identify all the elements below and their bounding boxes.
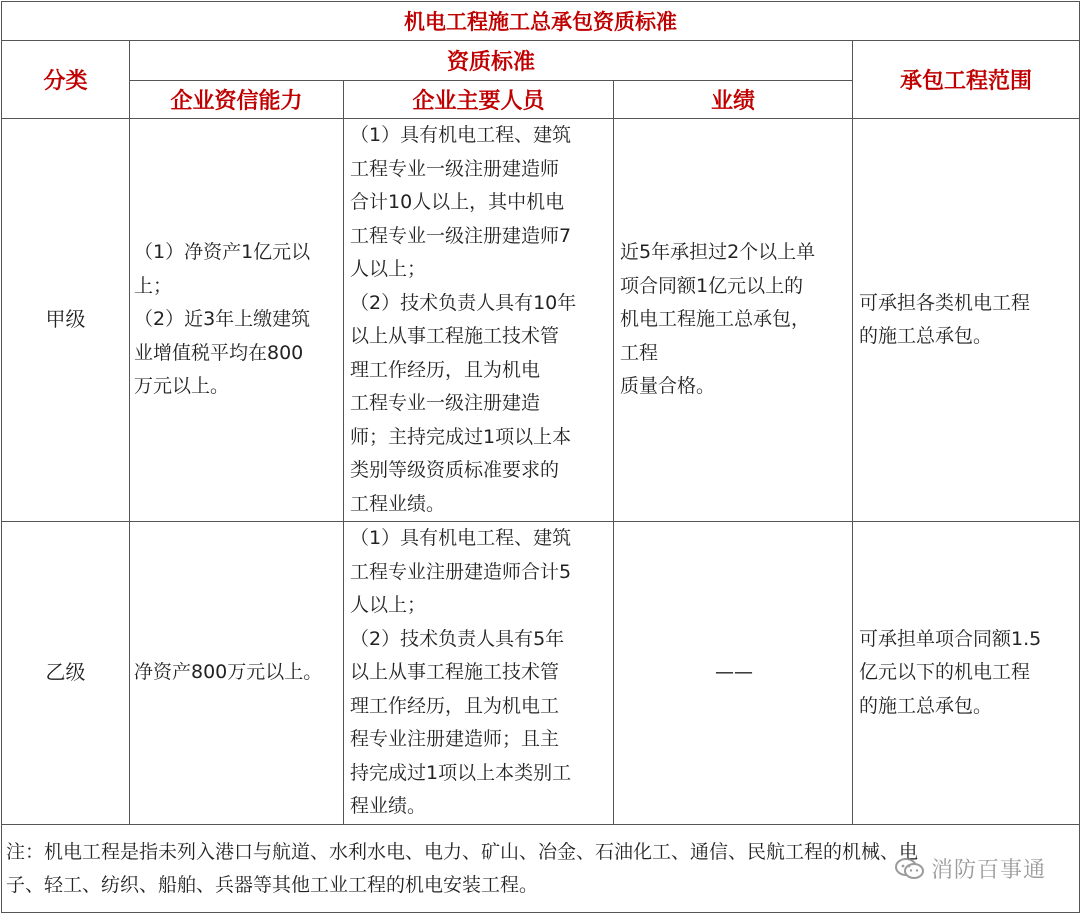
text-line: （2）技术负责人具有10年 xyxy=(350,291,577,314)
text-line: 业增值税平均在800 xyxy=(134,341,304,364)
text-line: 项合同额1亿元以上的 xyxy=(620,274,804,297)
text-line: 子、轻工、纺织、船舶、兵器等其他工业工程的机电安装工程。 xyxy=(6,873,539,896)
text-line: 工程 xyxy=(620,341,659,364)
text-line: 类别等级资质标准要求的 xyxy=(350,459,560,481)
text-line: 以上从事工程施工技术管 xyxy=(350,661,560,683)
personnel-cell xyxy=(344,522,614,825)
text-line: 的施工总承包。 xyxy=(859,694,993,717)
qualification-table xyxy=(1,1,1080,913)
performance-cell xyxy=(614,522,853,825)
header-scope: 承包工程范围 xyxy=(853,41,1080,119)
table-row-grade-a xyxy=(2,119,1080,522)
table-title: 机电工程施工总承包资质标准 xyxy=(2,2,1080,41)
text-line: 工程业绩。 xyxy=(350,492,446,515)
header-personnel: 企业主要人员 xyxy=(344,81,614,119)
text-line: 理工作经历，且为机电工 xyxy=(350,694,560,717)
header-credit: 企业资信能力 xyxy=(130,81,344,119)
grade-cell: 乙级 xyxy=(2,522,130,825)
performance-cell xyxy=(614,119,853,522)
header-standard: 资质标准 xyxy=(130,41,853,81)
text-line: 工程专业一级注册建造师7 xyxy=(350,224,572,247)
grade-cell: 甲级 xyxy=(2,119,130,522)
scope-cell xyxy=(853,522,1080,825)
text-line: 工程专业注册建造师合计5 xyxy=(350,560,572,583)
text-line: 程专业注册建造师；且主 xyxy=(350,728,560,750)
table-row-grade-b xyxy=(2,522,1080,825)
personnel-cell xyxy=(344,119,614,522)
text-line: 注：机电工程是指未列入港口与航道、水利水电、电力、矿山、冶金、石油化工、通信、民航工程的机械、电 xyxy=(6,840,919,863)
text-line: （1）具有机电工程、建筑 xyxy=(350,124,572,146)
text-line: 人以上； xyxy=(350,594,427,616)
text-line: 近5年承担过2个以上单 xyxy=(620,241,816,264)
text-line: 万元以上。 xyxy=(134,375,230,398)
text-line: 净资产800万元以上。 xyxy=(134,661,323,683)
text-line: 亿元以下的机电工程 xyxy=(859,661,1031,683)
text-line: 师；主持完成过1项以上本 xyxy=(350,425,572,448)
text-line: （2）技术负责人具有5年 xyxy=(350,627,565,650)
text-line: 工程专业一级注册建造师 xyxy=(350,157,560,180)
watermark-text: 消防百事通 xyxy=(930,858,1046,883)
text-line: 持完成过1项以上本类别工 xyxy=(350,761,572,784)
text-line: 人以上； xyxy=(350,258,427,280)
text-line: 合计10人以上，其中机电 xyxy=(350,191,565,213)
text-line: 的施工总承包。 xyxy=(859,325,993,347)
text-line: —— xyxy=(715,661,753,683)
text-line: （1）具有机电工程、建筑 xyxy=(350,527,572,549)
wechat-icon xyxy=(895,857,925,881)
text-line: （2）近3年上缴建筑 xyxy=(134,308,311,331)
text-line: 程业绩。 xyxy=(350,795,427,817)
text-line: 理工作经历，且为机电 xyxy=(350,358,541,381)
text-line: （1）净资产1亿元以 xyxy=(134,241,311,264)
text-line: 可承担单项合同额1.5 xyxy=(859,627,1042,650)
scope-cell xyxy=(853,119,1080,522)
text-line: 质量合格。 xyxy=(620,375,716,398)
watermark xyxy=(895,853,1046,884)
text-line: 上； xyxy=(134,274,173,297)
credit-cell xyxy=(130,119,344,522)
text-line: 以上从事工程施工技术管 xyxy=(350,325,560,347)
header-performance: 业绩 xyxy=(614,81,853,119)
credit-cell xyxy=(130,522,344,825)
text-line: 机电工程施工总承包， xyxy=(620,308,811,331)
text-line: 可承担各类机电工程 xyxy=(859,291,1031,314)
text-line: 工程专业一级注册建造 xyxy=(350,392,541,414)
header-category: 分类 xyxy=(2,41,130,119)
